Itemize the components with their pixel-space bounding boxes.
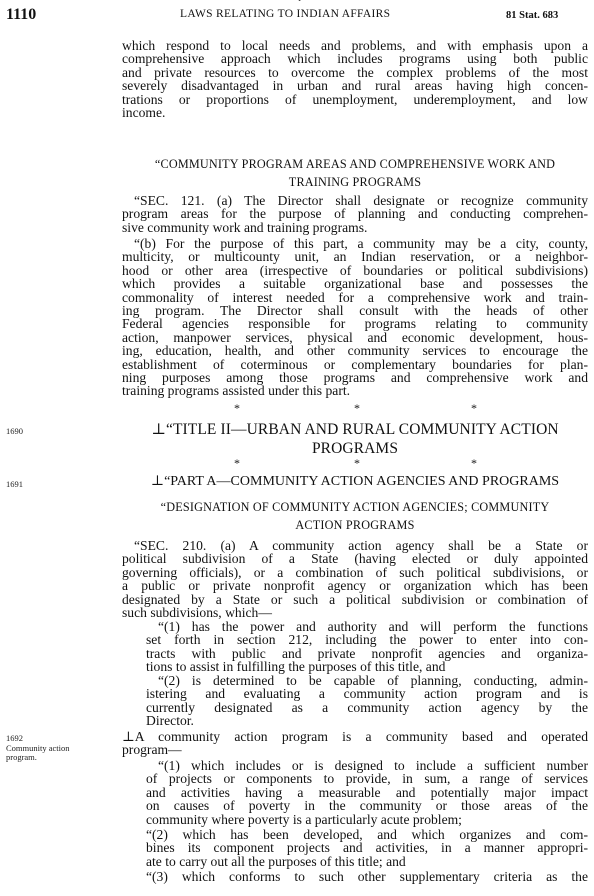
omission-star: * xyxy=(234,401,240,415)
title-ii-heading: ⊥“TITLE II—URBAN AND RURAL COMMUNITY ACTION PROGRAMS xyxy=(151,421,559,457)
text-line: severely disadvantaged in urban and rural areas having high concen- xyxy=(122,78,588,94)
text-line: and private resources to overcome the complex problems of the most xyxy=(122,64,588,80)
omission-star: * xyxy=(234,456,240,470)
margin-ref-1690: 1690 xyxy=(6,426,23,436)
margin-note-line: program. xyxy=(6,752,37,762)
section-121-heading: “COMMUNITY PROGRAM AREAS AND COMPREHENSIVE WORK AND TRAINING PROGRAMS xyxy=(154,157,556,189)
page-number: 1110 xyxy=(6,6,37,23)
running-title: LAWS RELATING TO INDIAN AFFAIRS xyxy=(180,8,391,20)
margin-ref-1691: 1691 xyxy=(6,479,23,489)
text-line: income. xyxy=(122,105,166,121)
omission-star: * xyxy=(471,456,477,470)
intro-paragraph xyxy=(122,39,588,119)
omission-star: * xyxy=(354,456,360,470)
section-210-para-b: ⊥A community action program is a community based and operated program— xyxy=(122,729,588,758)
omission-star: * xyxy=(471,401,477,415)
margin-ref-1692: 1692 xyxy=(6,733,23,743)
section-210-sub-3: “(3) which conforms to such other supplementary criteria as the xyxy=(146,869,588,884)
section-121-para-a: “SEC. 121. (a) The Director shall designate or recognize community program areas for the purpose of planning and conducting comprehen- sive community work and training programs. xyxy=(122,193,588,235)
text-line: which respond to local needs and problems, and with emphasis upon a xyxy=(122,38,588,53)
section-210-sub-2: “(2) which has been developed, and which organizes and com- bines its component projects and activities, in a manner appropri- ate to carry out all the purposes of this title; and xyxy=(146,827,588,869)
section-121-para-b: “(b) For the purpose of this part, a community may be a city, county, multicity, or multicounty unit, an Indian reservation, or a neighbor- hood or other area (irrespective of boundaries or political subdivisions) which provides a suitable organizational base and possesses the commonality of interest needed for a comprehensive work and train- ing program. The Director shall consult with the heads of other Federal agencies responsible for programs relating to community action, manpower services, physical and economic development, hous- ing, education, health, and other community services to encourage the establishment of coterminous or complementary boundaries for plan- ning purposes among those programs and comprehensive work and training programs assisted under this part. xyxy=(122,236,588,399)
top-mark: • xyxy=(298,0,302,5)
text-line: comprehensive approach which includes programs using both public xyxy=(122,51,588,67)
part-a-heading: ⊥“PART A—COMMUNITY ACTION AGENCIES AND PROGRAMS xyxy=(150,474,560,489)
text-line: trations or proportions of unemployment, underemployment, and low xyxy=(122,91,588,107)
section-210-heading: “DESIGNATION OF COMMUNITY ACTION AGENCIES; COMMUNITY ACTION PROGRAMS xyxy=(160,500,550,532)
section-210-item-2: “(2) is determined to be capable of planning, conducting, admin- istering and evaluating a community action program and is currently designated as a community action agency by the Director. xyxy=(146,673,588,729)
section-210-sub-1: “(1) which includes or is designed to include a sufficient number of projects or components to provide, in sum, a range of services and activities having a measurable and potentially major impact on causes of poverty in the community or those areas of the community where poverty is a particularly acute problem; xyxy=(146,758,588,827)
stat-reference: 81 Stat. 683 xyxy=(506,10,559,21)
section-210-para-a: “SEC. 210. (a) A community action agency shall be a State or political subdivision of a State (having elected or duly appointed governing officials), or a combination of such political subdivisions, or a public or private nonprofit agency or organization which has been designated by a State or such a political subdivision or combination of such subdivisions, which— xyxy=(122,538,588,621)
margin-note-line: Community action xyxy=(6,742,70,753)
omission-star: * xyxy=(354,401,360,415)
section-210-item-1: “(1) has the power and authority and will perform the functions set forth in section 212, including the power to enter into con- tracts with public and private nonprofit agencies and organiza- tions to assist in fulfilling the purposes of this title, and xyxy=(146,619,588,675)
margin-note-community-action-program xyxy=(6,734,70,763)
